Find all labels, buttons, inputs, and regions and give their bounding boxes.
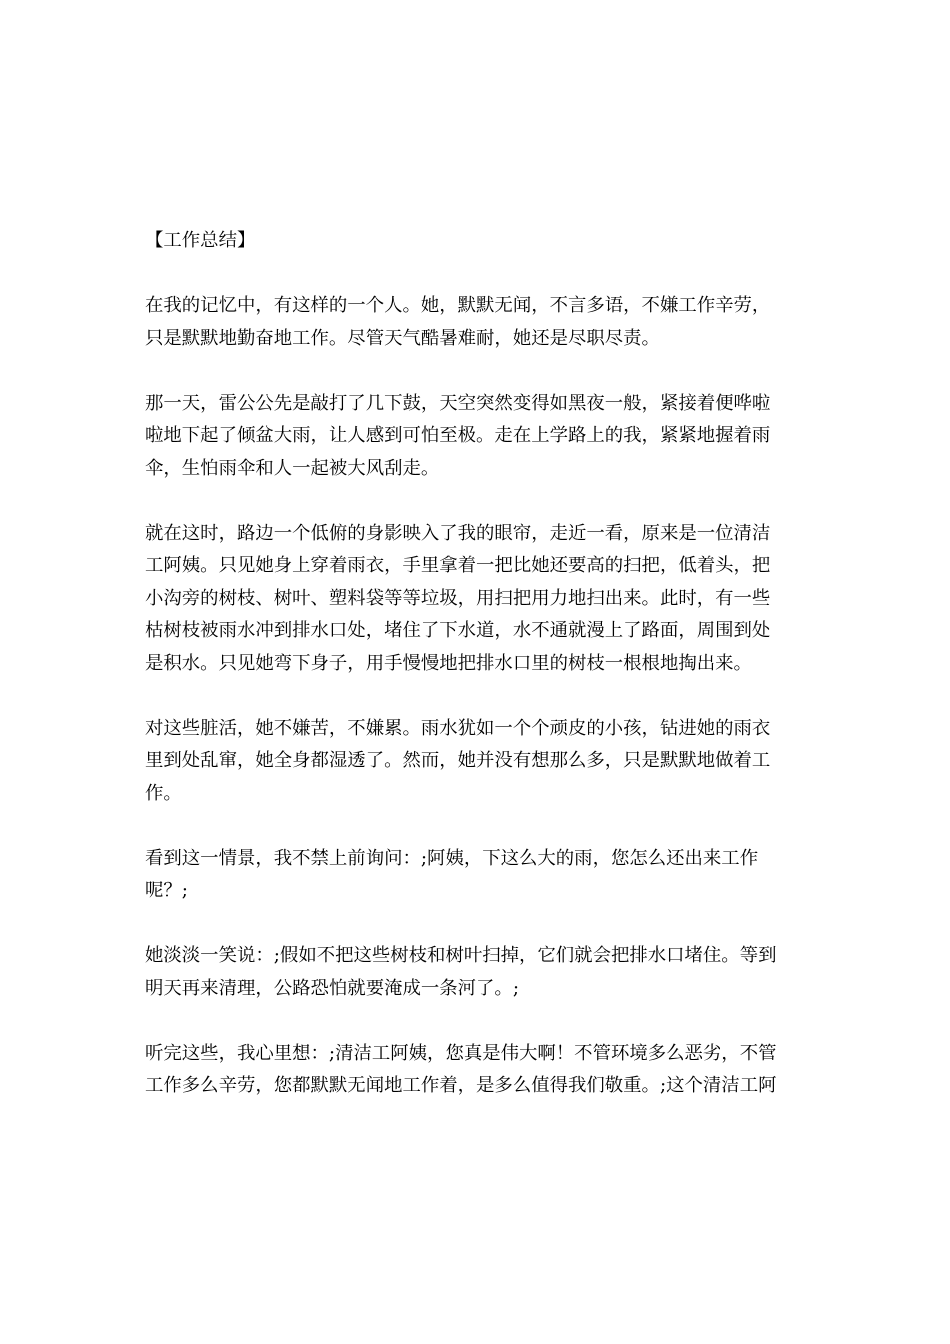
paragraph	[145, 518, 810, 681]
paragraph-line: 在我的记忆中，有这样的一个人。她，默默无闻，不言多语，不嫌工作辛劳，	[145, 295, 771, 316]
paragraph-line: 就在这时，路边一个低俯的身影映入了我的眼帘，走近一看，原来是一位清洁	[145, 522, 771, 544]
paragraph-line: 工作多么辛劳，您都默默无闻地工作着，是多么值得我们敬重。;这个清洁工阿	[145, 1075, 777, 1096]
paragraph-line: 作。	[145, 782, 182, 804]
paragraph	[145, 1038, 810, 1103]
paragraph-line: 啦地下起了倾盆大雨，让人感到可怕至极。走在上学路上的我，紧紧地握着雨	[145, 425, 771, 446]
paragraph-line: 那一天，雷公公先是敲打了几下鼓，天空突然变得如黑夜一般，紧接着便哗啦	[145, 392, 771, 414]
paragraph-line: 听完这些，我心里想：;清洁工阿姨，您真是伟大啊！不管环境多么恶劣，不管	[145, 1042, 777, 1064]
paragraph-line: 里到处乱窜，她全身都湿透了。然而，她并没有想那么多，只是默默地做着工	[145, 750, 771, 771]
paragraph-line: 看到这一情景，我不禁上前询问：;阿姨，下这么大的雨，您怎么还出来工作	[145, 847, 759, 869]
paragraph-line: 小沟旁的树枝、树叶、塑料袋等等垃圾，用扫把用力地扫出来。此时，有一些	[145, 587, 771, 609]
paragraph-line: 枯树枝被雨水冲到排水口处，堵住了下水道，水不通就漫上了路面，周围到处	[145, 620, 771, 641]
document-body	[145, 225, 810, 1135]
document-heading: 【工作总结】	[145, 230, 256, 251]
paragraph-line: 她淡淡一笑说：;假如不把这些树枝和树叶扫掉，它们就会把排水口堵住。等到	[145, 945, 777, 966]
paragraph	[145, 290, 810, 355]
paragraph	[145, 713, 810, 811]
paragraph	[145, 843, 810, 908]
paragraph-line: 明天再来清理，公路恐怕就要淹成一条河了。;	[145, 977, 520, 999]
paragraph-line: 呢？;	[145, 880, 188, 901]
paragraph-line: 是积水。只见她弯下身子，用手慢慢地把排水口里的树枝一根根地掏出来。	[145, 652, 752, 674]
paragraph	[145, 940, 810, 1005]
paragraph-line: 只是默默地勤奋地工作。尽管天气酷暑难耐，她还是尽职尽责。	[145, 327, 660, 349]
paragraph-line: 工阿姨。只见她身上穿着雨衣，手里拿着一把比她还要高的扫把，低着头，把	[145, 555, 771, 576]
paragraph-line: 伞，生怕雨伞和人一起被大风刮走。	[145, 457, 440, 479]
paragraph	[145, 388, 810, 486]
paragraph-line: 对这些脏活，她不嫌苦，不嫌累。雨水犹如一个个顽皮的小孩，钻进她的雨衣	[145, 717, 771, 739]
